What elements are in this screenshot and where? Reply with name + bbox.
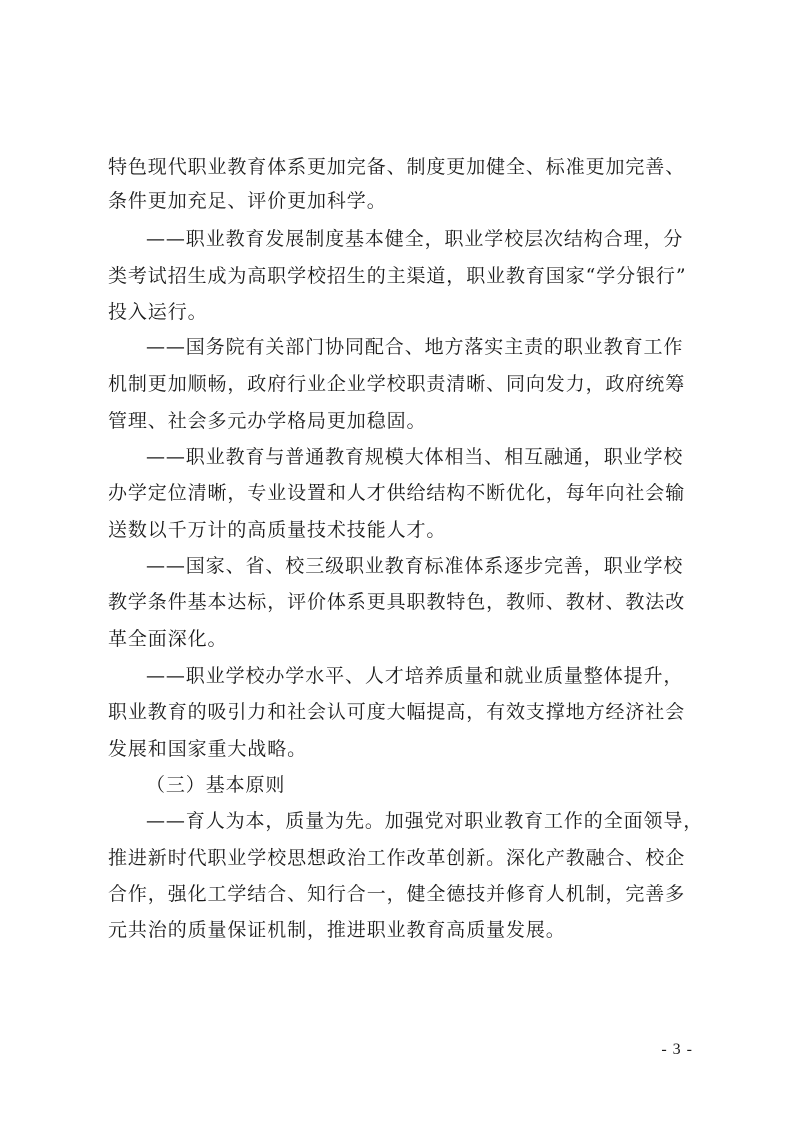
paragraph-7-line-2: 推进新时代职业学校思想政治工作改革创新。深化产教融合、校企 <box>108 847 686 869</box>
paragraph-6-line-3: 发展和国家重大战略。 <box>108 738 308 760</box>
paragraph-2-line-2: 类考试招生成为高职学校招生的主渠道，职业教育国家“学分银行” <box>108 265 687 287</box>
paragraph-7-line-3: 合作，强化工学结合、知行合一，健全德技并修育人机制，完善多 <box>108 883 686 905</box>
paragraph-2-line-3: 投入运行。 <box>108 301 208 323</box>
page-number: - 3 - <box>661 1041 693 1058</box>
paragraph-3-line-3: 管理、社会多元办学格局更加稳固。 <box>108 410 427 432</box>
paragraph-7-line-1: ——育人为本，质量为先。加强党对职业教育工作的全面领导， <box>146 810 704 832</box>
paragraph-5-line-1: ——国家、省、校三级职业教育标准体系逐步完善，职业学校 <box>146 555 684 577</box>
paragraph-1-line-1: 特色现代职业教育体系更加完备、制度更加健全、标准更加完善、 <box>108 156 686 178</box>
paragraph-2-line-1: ——职业教育发展制度基本健全，职业学校层次结构合理，分 <box>146 228 684 250</box>
paragraph-5-line-3: 革全面深化。 <box>108 628 228 650</box>
paragraph-5-line-2: 教学条件基本达标，评价体系更具职教特色，教师、教材、教法改 <box>108 591 686 613</box>
paragraph-7-line-4: 元共治的质量保证机制，推进职业教育高质量发展。 <box>108 919 566 941</box>
section-heading: （三）基本原则 <box>146 774 286 796</box>
paragraph-4-line-2: 办学定位清晰，专业设置和人才供给结构不断优化，每年向社会输 <box>108 482 686 504</box>
paragraph-6-line-1: ——职业学校办学水平、人才培养质量和就业质量整体提升， <box>146 665 684 687</box>
paragraph-3-line-2: 机制更加顺畅，政府行业企业学校职责清晰、同向发力，政府统筹 <box>108 373 686 395</box>
paragraph-3-line-1: ——国务院有关部门协同配合、地方落实主责的职业教育工作 <box>146 336 684 358</box>
paragraph-1-line-2: 条件更加充足、评价更加科学。 <box>108 190 387 212</box>
paragraph-4-line-1: ——职业教育与普通教育规模大体相当、相互融通，职业学校 <box>146 446 684 468</box>
paragraph-4-line-3: 送数以千万计的高质量技术技能人才。 <box>108 519 447 541</box>
paragraph-6-line-2: 职业教育的吸引力和社会认可度大幅提高，有效支撑地方经济社会 <box>108 701 686 723</box>
